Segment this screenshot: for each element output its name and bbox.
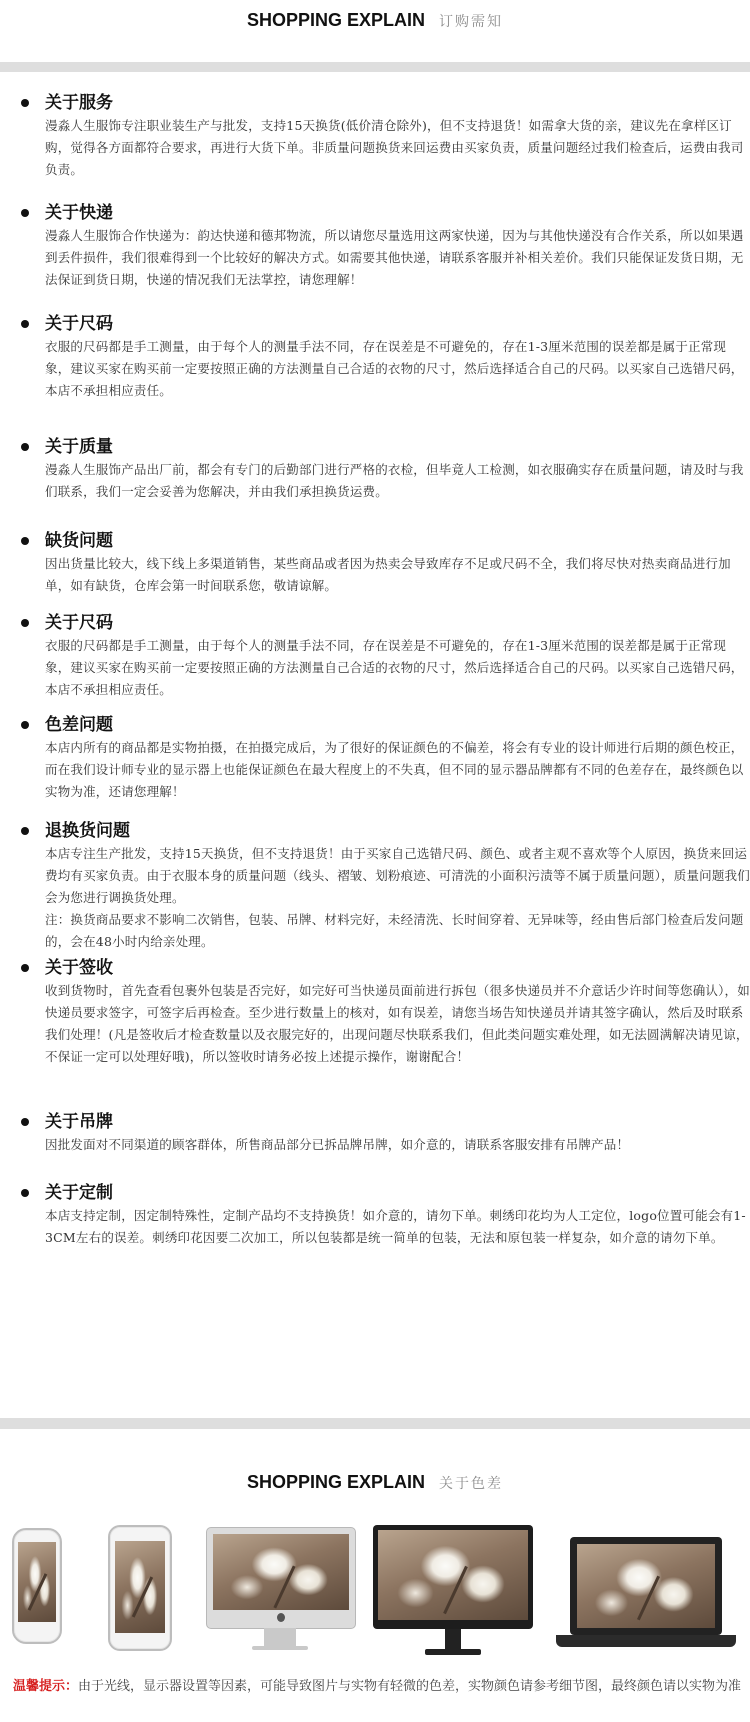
section-body [45,115,750,181]
header-title-en: SHOPPING EXPLAIN [246,10,426,30]
section-body [45,980,750,1068]
paragraph: 本店支持定制，因定制特殊性，定制产品均不支持换货！如介意的，请勿下单。刺绣印花均为人工定位，logo位置可能会有1-3CM左右的误差。刺绣印花因要二次加工，所以包装都是统一简单的包装，无法和原包装一样复杂，如介意的请勿下单。 [45,1208,746,1245]
section-color-diff [21,713,744,803]
bullet-icon [21,1189,29,1197]
page-header [0,8,750,48]
section-tags [21,1110,736,1160]
paragraph: 因出货量比较大，线下线上多渠道销售，某些商品或者因为热卖会导致库存不足或尺码不全，我们将尽快对热卖商品进行加单，如有缺货，仓库会第一时间联系您，敬请谅解。 [45,556,731,593]
device-showcase [0,1515,750,1665]
section-size-2 [21,611,744,701]
section-body [45,1134,750,1156]
section-body [45,336,750,402]
bullet-icon [21,1118,29,1126]
section-title: 关于尺码 [45,613,113,633]
paragraph: 衣服的尺码都是手工测量，由于每个人的测量手法不同，存在误差是不可避免的，存在1-3厘米范围的误差都是属于正常现象，建议买家在购买前一定要按照正确的方法测量自己合适的衣物的尺寸，然后选择适合自己的尺码。以买家自己选错尺码，本店不承担相应责任。 [45,638,744,697]
iphone-icon [108,1525,172,1651]
section-title: 关于质量 [45,437,113,457]
section-title: 关于签收 [45,958,113,978]
product-photo [213,1534,349,1610]
section-body [45,1205,750,1249]
android-phone-icon [12,1528,62,1644]
apple-logo-icon [277,1613,285,1622]
paragraph: 漫淼人生服饰产品出厂前，都会有专门的后勤部门进行严格的衣检，但毕竟人工检测，如衣服确实存在质量问题，请及时与我们联系，我们一定会妥善为您解决，并由我们承担换货运费。 [45,462,744,499]
monitor-icon [373,1525,533,1659]
section-title: 关于定制 [45,1183,113,1203]
paragraph: 漫淼人生服饰合作快递为：韵达快递和德邦物流，所以请您尽量选用这两家快递，因为与其他快递没有合作关系，所以如果遇到丢件损件，我们很难得到一个比较好的解决方式。如需要其他快递，请联系客服并补相关差价。我们只能保证发货日期，无法保证到货日期，快递的情况我们无法掌控，请您理解！ [45,228,744,287]
bullet-icon [21,443,29,451]
section-quality [21,435,744,505]
paragraph: 收到货物时，首先查看包裹外包装是否完好，如完好可当快递员面前进行拆包（很多快递员并不介意话少许时间等您确认），如快递员要求签字，可签字后再检查。至少进行数量上的核对，如有误差，请您当场告知快递员并请其签字确认，然后及时联系我们处理！(凡是签收后才检查数量以及衣服完好的，出现问题尽快联系我们，但此类问题实难处理，如无法圆满解决请见谅，不保证一定可以处理好哦)，所以签收时请务必按上述提示操作，谢谢配合！ [45,983,750,1064]
header-title-cn: 订购需知 [439,14,504,30]
section-express [21,201,744,291]
paragraph: 本店内所有的商品都是实物拍摄，在拍摄完成后，为了很好的保证颜色的不偏差，将会有专业的设计师进行后期的颜色校正，而在我们设计师专业的显示器上也能保证颜色在最大程度上的不失真，但不同的显示器品牌都有不同的色差存在，最终颜色以实物为准，还请您理解！ [45,740,744,799]
section-title: 色差问题 [45,715,113,735]
bullet-icon [21,964,29,972]
bullet-icon [21,209,29,217]
section-return [21,819,750,954]
bullet-icon [21,721,29,729]
section-title: 缺货问题 [45,531,113,551]
tip-label: 温馨提示： [13,1679,79,1694]
color-section-header [0,1470,750,1498]
section-custom [21,1181,746,1271]
section-title: 关于吊牌 [45,1112,113,1132]
section-stock [21,529,736,599]
section-body [45,635,750,701]
paragraph: 衣服的尺码都是手工测量，由于每个人的测量手法不同，存在误差是不可避免的，存在1-3厘米范围的误差都是属于正常现象，建议买家在购买前一定要按照正确的方法测量自己合适的衣物的尺寸，然后选择适合自己的尺码。以买家自己选错尺码，本店不承担相应责任。 [45,339,744,398]
bullet-icon [21,619,29,627]
paragraph: 因批发面对不同渠道的顾客群体，所售商品部分已拆品牌吊牌，如介意的，请联系客服安排有吊牌产品！ [45,1137,630,1152]
divider-band [0,1418,750,1429]
imac-icon [206,1527,354,1657]
section-body [45,737,750,803]
product-photo [378,1530,528,1620]
note-paragraph: 注：换货商品要求不影响二次销售，包装、吊牌、材料完好，未经清洗、长时间穿着、无异味等，经由售后部门检查后发问题的，会在48小时内给亲处理。 [45,912,744,949]
color-title-cn: 关于色差 [439,1476,504,1492]
color-title-en: SHOPPING EXPLAIN [246,1472,426,1492]
bullet-icon [21,827,29,835]
section-receipt [21,956,750,1076]
product-photo [577,1544,715,1628]
bullet-icon [21,537,29,545]
section-body [45,459,750,503]
paragraph: 本店专注生产批发，支持15天换货，但不支持退货！由于买家自己选错尺码、颜色、或者主观不喜欢等个人原因，换货来回运费均有买家负责。由于衣服本身的质量问题（线头、褶皱、划粉痕迹、可清洗的小面积污渍等不属于质量问题），质量问题我们会为您进行调换货处理。 [45,846,750,905]
laptop-icon [556,1537,736,1655]
product-photo [115,1541,165,1633]
section-body [45,553,750,597]
paragraph: 漫淼人生服饰专注职业装生产与批发，支持15天换货(低价清仓除外)，但不支持退货！如需拿大货的亲，建议先在拿样区订购，觉得各方面都符合要求，再进行大货下单。非质量问题换货来回运费由买家负责，质量问题经过我们检查后，运费由我司负责。 [45,118,744,177]
section-title: 关于快递 [45,203,113,223]
bullet-icon [21,320,29,328]
section-service [21,91,744,181]
section-title: 关于服务 [45,93,113,113]
section-size [21,312,744,402]
section-body [45,225,750,291]
section-title: 退换货问题 [45,821,130,841]
section-body [45,843,750,953]
divider-band [0,62,750,72]
tip-text: 由于光线，显示器设置等因素，可能导致图片与实物有轻微的色差，实物颜色请参考细节图，最终颜色请以实物为准 [78,1679,742,1694]
bullet-icon [21,99,29,107]
section-title: 关于尺码 [45,314,113,334]
tip-line [13,1677,743,1697]
product-photo [18,1542,56,1622]
